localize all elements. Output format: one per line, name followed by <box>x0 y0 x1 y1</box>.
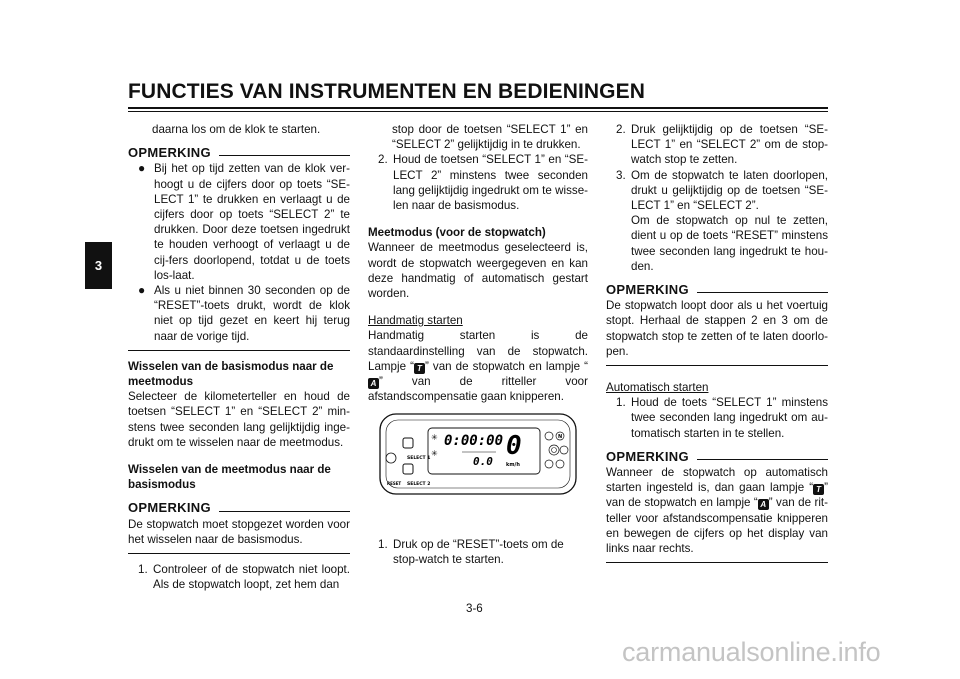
note-text: De stopwatch moet stopgezet worden voor het wisselen naar de basismodus. <box>128 517 350 546</box>
note-heading: OPMERKING <box>128 145 350 160</box>
instrument-panel-illustration <box>378 412 578 522</box>
header-rule-thick <box>128 107 828 109</box>
section-heading: Meetmodus (voor de stopwatch) <box>368 226 546 240</box>
subsection-heading: Automatisch starten <box>606 381 709 395</box>
svg-text:N: N <box>558 434 563 440</box>
list-item: 3. Om de stopwatch te laten doorlopen, drukt u gelijktijdig op de toetsen “SE-LECT 1” en “SELECT 2”. <box>616 168 828 213</box>
list-item: 2. Houd de toetsen “SELECT 1” en “SE-LECT 2” minstens twee seconden lang gelijktijdig ingedrukt om te wisse-len naar de basismodus. <box>378 153 588 213</box>
stopwatch-lamp-icon: T <box>414 363 425 374</box>
list-item: Om de stopwatch op nul te zetten, dient u op de toets “RESET” minstens twee seconden lang ingedrukt te hou-den. <box>631 214 828 273</box>
column-2 <box>368 122 588 404</box>
paragraph: stop door de toetsen “SELECT 1” en “SELECT 2” gelijktijdig in te drukken. <box>392 123 588 152</box>
trip-distance: 0.0 <box>473 455 493 468</box>
column-2-bottom <box>368 537 588 567</box>
chapter-tab: 3 <box>85 242 112 289</box>
intro-text: daarna los om de klok te starten. <box>152 123 321 136</box>
note-end-rule <box>606 365 828 366</box>
note-heading: OPMERKING <box>606 282 828 297</box>
column-3 <box>606 122 828 571</box>
subsection-heading: Handmatig starten <box>368 314 463 328</box>
list-item: ● Als u niet binnen 30 seconden op de “RESET”-toets drukt, wordt de klok niet op tijd gezet en keert hij terug naar de vorige tijd. <box>138 283 350 343</box>
note-end-rule <box>128 553 350 554</box>
select1-label: SELECT 1 <box>407 456 431 461</box>
stopwatch-time: 0:00:00 <box>444 433 504 449</box>
paragraph: Selecteer de kilometerteller en houd de toetsen “SELECT 1” en “SELECT 2” min-stens twee seconden lang gelijktijdig inge-drukt om te wisselen naar de meetmodus. <box>128 390 350 449</box>
section-heading: Wisselen van de basismodus naar de meetmodus <box>128 359 334 389</box>
lamp-flash-icon: ✳ <box>431 449 438 458</box>
note-heading: OPMERKING <box>606 449 828 464</box>
page-title: FUNCTIES VAN INSTRUMENTEN EN BEDIENINGEN <box>128 80 645 103</box>
list-item: ● Bij het op tijd zetten van de klok ver-hoogt u de cijfers door op toets “SE-LECT 1” te drukken en verlaagt u de cijfers door op toets “SELECT 2” te drukken. Door deze toetsen ingedrukt te houden verhoogt of verlaagt u de cij-fers doorlopend, totdat u de toets los-laat. <box>138 161 350 282</box>
watermark: carmanualsonline.info <box>622 637 881 667</box>
list-item: 2. Druk gelijktijdig op de toetsen “SE-LECT 1” en “SELECT 2” om de stop-watch stop te zetten. <box>616 123 828 167</box>
stopwatch-lamp-icon: T <box>813 484 824 495</box>
note-text: Wanneer de stopwatch op automatisch starten ingesteld is, dan gaan lampje “ T ” van de stopwatch en lampje “ A ” van de rit-teller voor afstandscompensatie knipperen en bewegen de cijfers op het display van links naar rechts. <box>606 466 828 556</box>
list-item: 1. Druk op de “RESET”-toets om de stop-watch te starten. <box>378 538 564 567</box>
paragraph: Handmatig starten is de standaardinstelling van de stopwatch. Lampje “ T ” van de stopwatch en lampje “A ” van de ritteller voor afstandscompensatie gaan knipperen. <box>368 329 588 404</box>
select2-label: SELECT 2 <box>407 482 431 487</box>
trip-lamp-icon: A <box>368 378 379 389</box>
paragraph: Wanneer de meetmodus geselecteerd is, wordt de stopwatch weergegeven en kan deze handmatig of automatisch gestart worden. <box>368 241 588 301</box>
bullet-icon: ● <box>138 283 146 298</box>
note-end-rule <box>606 562 828 563</box>
bullet-icon: ● <box>138 161 146 176</box>
list-item: 1. Houd de toets “SELECT 1” minstens twee seconden lang ingedrukt om au-tomatisch starten in te stellen. <box>616 396 828 440</box>
column-1 <box>128 122 350 592</box>
instrument-panel-svg <box>378 412 578 522</box>
page-number: 3-6 <box>466 602 483 615</box>
list-item: 1. Controleer of de stopwatch niet loopt. Als de stopwatch loopt, zet hem dan <box>138 563 350 592</box>
note-end-rule <box>128 350 350 351</box>
header-rule-thin <box>128 111 828 112</box>
speed-digit: 0 <box>506 431 522 461</box>
reset-label: RESET <box>387 481 402 486</box>
lamp-flash-icon: ✳ <box>431 433 438 442</box>
section-heading: Wisselen van de meetmodus naar de basismodus <box>128 463 331 492</box>
speed-unit: km/h <box>506 462 520 468</box>
note-heading: OPMERKING <box>128 500 350 515</box>
trip-lamp-icon: A <box>758 499 769 510</box>
note-text: De stopwatch loopt door als u het voertuig stopt. Herhaal de stappen 2 en 3 om de stopwatch stop te zetten of te laten doorlo-pen. <box>606 299 828 358</box>
